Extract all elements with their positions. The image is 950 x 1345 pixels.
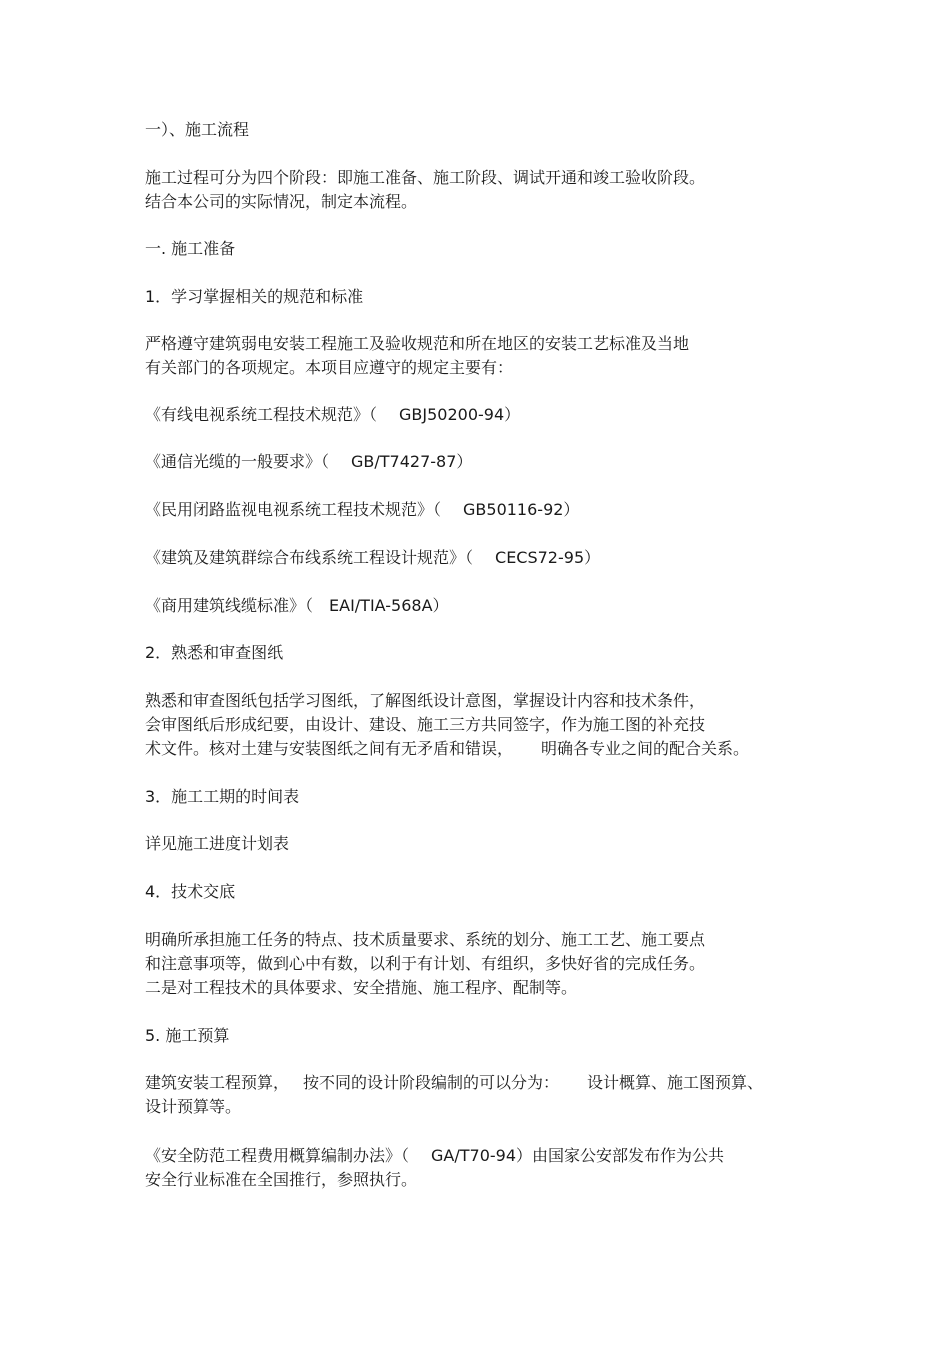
item4-body: 明确所承担施工任务的特点、技术质量要求、系统的划分、施工工艺、施工要点 和注意事项等，做到心中有数，以利于有计划、有组织，多快好省的完成任务。 二是对工程技术的具体要求、安全措施、施工程序、配制等。 xyxy=(145,930,706,997)
standard-line: 《通信光缆的一般要求》（ GB/T7427-87） xyxy=(145,452,473,471)
item2-body: 熟悉和审查图纸包括学习图纸，了解图纸设计意图，掌握设计内容和技术条件， 会审图纸后形成纪要，由设计、建设、施工三方共同签字，作为施工图的补充技 术文件。核对土建与安装图纸之间有无矛盾和错误， 明确各专业之间的配合关系。 xyxy=(145,691,750,758)
standard-code: GB50116-92 xyxy=(463,500,564,519)
standard-line: 《建筑及建筑群综合布线系统工程设计规范》（ CECS72-95） xyxy=(145,548,601,567)
section-title: 一）、施工流程 xyxy=(145,120,250,139)
item5-body: 建筑安装工程预算， 按不同的设计阶段编制的可以分为： 设计概算、施工图预算、 设计预算等。 xyxy=(145,1073,764,1116)
standard-line: 《有线电视系统工程技术规范》（ GBJ50200-94） xyxy=(145,405,521,424)
item5-heading: 5. 施工预算 xyxy=(145,1026,230,1045)
intro-paragraph: 施工过程可分为四个阶段：即施工准备、施工阶段、调试开通和竣工验收阶段。 结合本公司的实际情况，制定本流程。 xyxy=(145,168,706,211)
item3-heading: 3．施工工期的时间表 xyxy=(145,787,300,806)
standard-line: 《民用闭路监视电视系统工程技术规范》（ GB50116-92） xyxy=(145,500,580,519)
item2-heading: 2．熟悉和审查图纸 xyxy=(145,643,284,662)
item1-heading: 1．学习掌握相关的规范和标准 xyxy=(145,287,364,306)
item1-body: 严格遵守建筑弱电安装工程施工及验收规范和所在地区的安装工艺标准及当地 有关部门的各项规定。本项目应遵守的规定主要有： xyxy=(145,334,690,377)
item5-standard: 《安全防范工程费用概算编制办法》（ GA/T70-94）由国家公安部发布作为公共 安全行业标准在全国推行，参照执行。 xyxy=(145,1146,725,1189)
standard-code: EAI/TIA-568A xyxy=(329,596,433,615)
standard-code: GBJ50200-94 xyxy=(399,405,505,424)
standard-code: GA/T70-94 xyxy=(431,1146,517,1165)
part1-heading: 一. 施工准备 xyxy=(145,239,236,258)
standard-code: GB/T7427-87 xyxy=(351,452,457,471)
item3-body: 详见施工进度计划表 xyxy=(145,834,290,853)
standard-line: 《商用建筑线缆标准》（ EAI/TIA-568A） xyxy=(145,596,449,615)
standard-code: CECS72-95 xyxy=(495,548,585,567)
item4-heading: 4．技术交底 xyxy=(145,882,236,901)
